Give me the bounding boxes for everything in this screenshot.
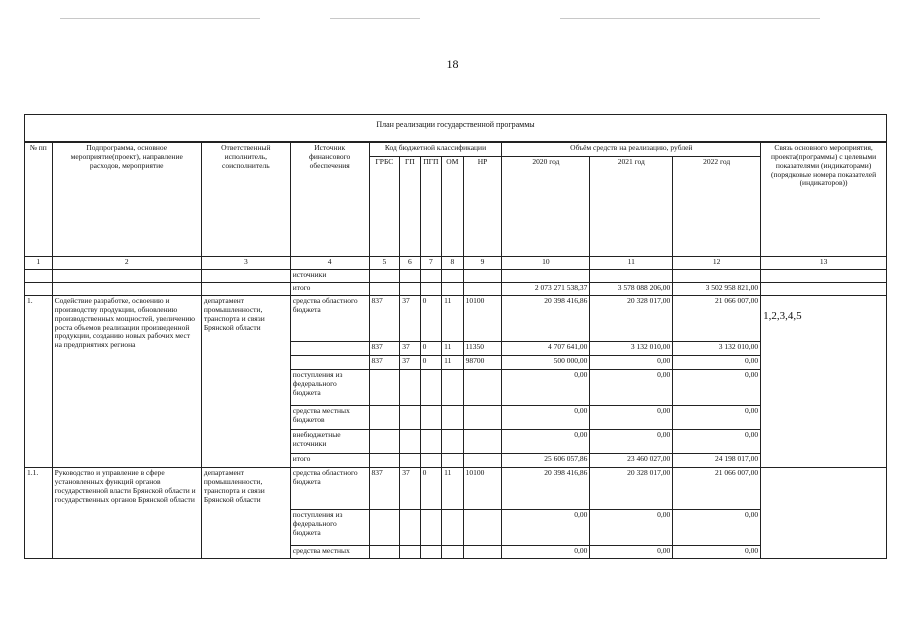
row-grbs: 837: [369, 342, 400, 356]
row-pgp: 0: [420, 296, 441, 342]
row-om: [442, 454, 463, 468]
row-2020: 20 398 416,86: [502, 468, 590, 510]
row-source: средства областного бюджета: [290, 296, 369, 342]
header-num: № пп: [25, 143, 53, 257]
row-np: [463, 454, 502, 468]
col-number: 12: [673, 257, 761, 270]
row-source: итого: [290, 454, 369, 468]
row-np: [463, 370, 502, 406]
row-2020: 500 000,00: [502, 356, 590, 370]
row-np: 10100: [463, 468, 502, 510]
row-pgp: 0: [420, 356, 441, 370]
header-responsible: Ответственный исполнитель, соисполнитель: [201, 143, 290, 257]
scan-artifact: [560, 18, 820, 19]
col-number: 11: [590, 257, 673, 270]
row-pgp: [420, 430, 441, 454]
col-number: 5: [369, 257, 400, 270]
row-om: 11: [442, 468, 463, 510]
row-2021: 0,00: [590, 430, 673, 454]
row-source: средства областного бюджета: [290, 468, 369, 510]
total-2022: 3 502 958 821,00: [673, 283, 761, 296]
row-gp: 37: [400, 468, 420, 510]
header-pgp: ПГП: [420, 157, 441, 257]
row-np: [463, 430, 502, 454]
scan-artifact: [330, 18, 420, 19]
row-pgp: [420, 510, 441, 546]
row-source: средства местных: [290, 546, 369, 559]
row-om: [442, 370, 463, 406]
row-grbs: [369, 546, 400, 559]
row-pgp: [420, 454, 441, 468]
row-2022: 21 066 007,00: [673, 296, 761, 342]
row-pgp: [420, 546, 441, 559]
table-row: [25, 283, 887, 296]
row-gp: [400, 546, 420, 559]
row-2022: 3 132 010,00: [673, 342, 761, 356]
row-2021: 0,00: [590, 510, 673, 546]
col-number: 1: [25, 257, 53, 270]
row-gp: 37: [400, 342, 420, 356]
row-grbs: 837: [369, 356, 400, 370]
row-pgp: [420, 370, 441, 406]
header-grbs: ГРБС: [369, 157, 400, 257]
row-2022: 0,00: [673, 430, 761, 454]
row-2022: 0,00: [673, 546, 761, 559]
row-2020: 0,00: [502, 370, 590, 406]
row-2021: 20 328 017,00: [590, 296, 673, 342]
row-2021: 3 132 010,00: [590, 342, 673, 356]
row-grbs: [369, 406, 400, 430]
row-om: [442, 546, 463, 559]
header-2020: 2020 год: [502, 157, 590, 257]
row-grbs: [369, 430, 400, 454]
row-om: 11: [442, 296, 463, 342]
header-om: ОМ: [442, 157, 463, 257]
row-2021: 23 460 027,00: [590, 454, 673, 468]
row-2021: 0,00: [590, 356, 673, 370]
page-number: 18: [446, 57, 459, 71]
row-2021: 0,00: [590, 370, 673, 406]
row-om: 11: [442, 356, 463, 370]
row-2021: 0,00: [590, 406, 673, 430]
row-2022: 0,00: [673, 356, 761, 370]
item-responsible: департамент промышленности, транспорта и связи Брянской области: [201, 468, 290, 559]
row-source: средства местных бюджетов: [290, 406, 369, 430]
row-2020: 0,00: [502, 430, 590, 454]
row-gp: [400, 406, 420, 430]
row-np: 10100: [463, 296, 502, 342]
col-number: 4: [290, 257, 369, 270]
scan-artifact: [60, 18, 260, 19]
row-gp: [400, 454, 420, 468]
col-number: 10: [502, 257, 590, 270]
item-number: 1.1.: [25, 468, 53, 559]
row-gp: [400, 430, 420, 454]
row-np: [463, 510, 502, 546]
row-2020: 20 398 416,86: [502, 296, 590, 342]
header-budget-code: Код бюджетной классификации: [369, 143, 502, 157]
row-2020: 0,00: [502, 510, 590, 546]
row-2022: 0,00: [673, 406, 761, 430]
col-number: 6: [400, 257, 420, 270]
row-source: поступления из федерального бюджета: [290, 370, 369, 406]
row-pgp: 0: [420, 468, 441, 510]
row-gp: [400, 370, 420, 406]
row-np: 11350: [463, 342, 502, 356]
row-grbs: [369, 454, 400, 468]
row-2020: 0,00: [502, 546, 590, 559]
row-2022: 24 198 017,00: [673, 454, 761, 468]
col-number: 9: [463, 257, 502, 270]
row-2022: 0,00: [673, 370, 761, 406]
item-number: 1.: [25, 296, 53, 468]
row-2021: 0,00: [590, 546, 673, 559]
total-2021: 3 578 088 206,00: [590, 283, 673, 296]
col-number: 13: [761, 257, 887, 270]
row-om: 11: [442, 342, 463, 356]
item-name: Руководство и управление в сфере установленных функций органов государственной власти Брянской области и государственных органов Брянской области: [52, 468, 201, 559]
col-number: 3: [201, 257, 290, 270]
total-2020: 2 073 271 538,37: [502, 283, 590, 296]
header-2021: 2021 год: [590, 157, 673, 257]
row-source: [290, 356, 369, 370]
source-label: источники: [290, 270, 369, 283]
plan-title: План реализации государственной программы: [24, 114, 887, 142]
header-np: НР: [463, 157, 502, 257]
row-np: [463, 406, 502, 430]
row-grbs: 837: [369, 296, 400, 342]
table-row: [25, 270, 887, 283]
row-gp: 37: [400, 356, 420, 370]
item-responsible: департамент промышленности, транспорта и связи Брянской области: [201, 296, 290, 468]
row-2020: 0,00: [502, 406, 590, 430]
row-np: [463, 546, 502, 559]
row-source: [290, 342, 369, 356]
row-grbs: [369, 370, 400, 406]
header-source: Источник финансового обеспечения: [290, 143, 369, 257]
row-gp: 37: [400, 296, 420, 342]
item-link: 1,2,3,4,5: [761, 296, 887, 468]
row-2022: 0,00: [673, 510, 761, 546]
row-2020: 25 606 057,86: [502, 454, 590, 468]
item-name: Содействие разработке, освоению и производству продукции, обновлению производственных мощностей, увеличению роста объемов реализации произведенной продукции, созданию новых рабочих мест на предприятиях региона: [52, 296, 201, 468]
col-number: 8: [442, 257, 463, 270]
row-pgp: [420, 406, 441, 430]
row-gp: [400, 510, 420, 546]
header-program: Подпрограмма, основное мероприятие(проект), направление расходов, мероприятие: [52, 143, 201, 257]
row-om: [442, 430, 463, 454]
col-number: 2: [52, 257, 201, 270]
header-link: Связь основного мероприятия, проекта(программы) с целевыми показателями (индикаторами) (порядковые номера показателей (индикаторов)): [761, 143, 887, 257]
row-pgp: 0: [420, 342, 441, 356]
row-grbs: [369, 510, 400, 546]
header-2022: 2022 год: [673, 157, 761, 257]
row-grbs: 837: [369, 468, 400, 510]
total-label: итого: [290, 283, 369, 296]
row-source: внебюджетные источники: [290, 430, 369, 454]
row-om: [442, 406, 463, 430]
table-row: [25, 296, 887, 342]
column-number-row: [25, 257, 887, 270]
row-2022: 21 066 007,00: [673, 468, 761, 510]
row-om: [442, 510, 463, 546]
row-2021: 20 328 017,00: [590, 468, 673, 510]
header-gp: ГП: [400, 157, 420, 257]
row-np: 98700: [463, 356, 502, 370]
plan-table: [24, 142, 887, 559]
table-row: [25, 468, 887, 510]
row-source: поступления из федерального бюджета: [290, 510, 369, 546]
row-2020: 4 707 641,00: [502, 342, 590, 356]
col-number: 7: [420, 257, 441, 270]
header-funds: Объём средств на реализацию, рублей: [502, 143, 761, 157]
